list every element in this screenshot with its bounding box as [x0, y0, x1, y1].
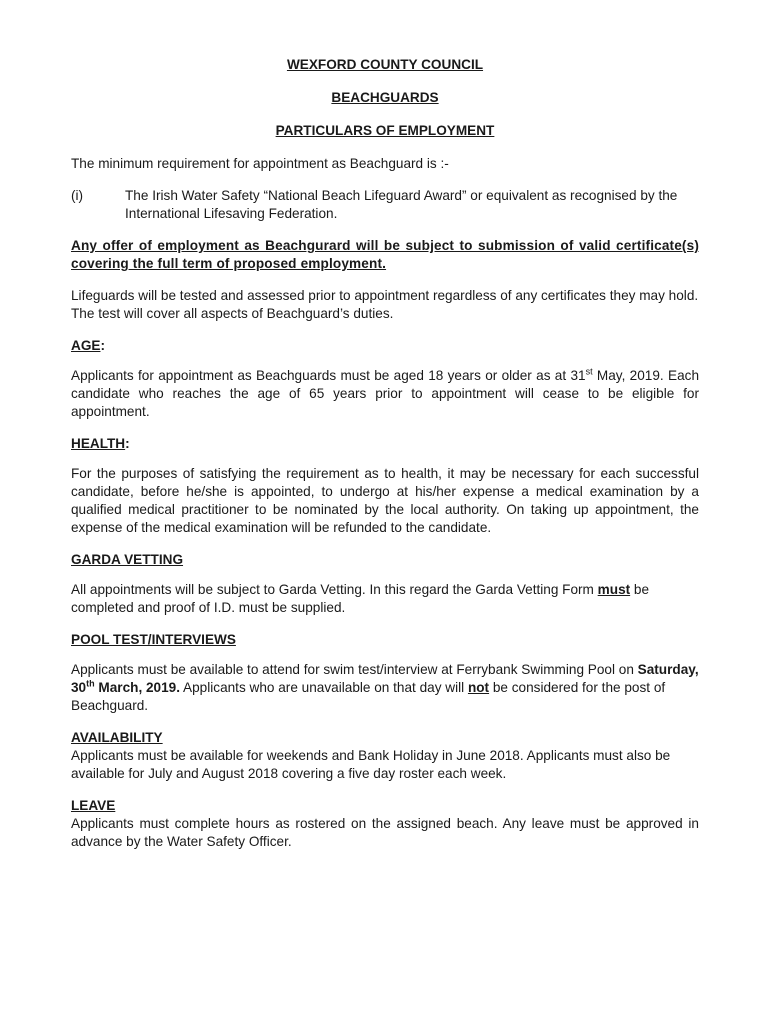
document-body: [71, 56, 699, 865]
health-heading-colon: :: [125, 436, 130, 451]
age-heading-text: AGE: [71, 338, 101, 353]
pool-date-sup: th: [86, 678, 95, 689]
garda-text-b: be completed and proof of I.D. must be supplied.: [71, 582, 650, 615]
requirement-text: The Irish Water Safety “National Beach Lifeguard Award” or equivalent as recognised by the International Lifesaving Federation.: [125, 188, 678, 221]
certificate-notice: Any offer of employment as Beachgurard will be subject to submission of valid certificate(s) covering the full term of proposed employment.: [71, 238, 699, 271]
leave-heading: LEAVE: [71, 798, 116, 813]
pool-date-a: Saturday, 30: [71, 662, 699, 695]
garda-text-a: All appointments will be subject to Garda Vetting. In this regard the Garda Vetting Form: [71, 582, 598, 597]
age-text-b: May, 2019. Each candidate who reaches the age of 65 years prior to appointment will cease to be eligible for appointment.: [71, 368, 700, 419]
leave-paragraph: Applicants must complete hours as rostered on the assigned beach. Any leave must be approved in advance by the Water Safety Officer.: [71, 816, 699, 849]
age-paragraph: [71, 367, 699, 421]
pool-text-c: be considered for the post of Beachguard.: [71, 680, 666, 713]
pool-paragraph: [71, 661, 699, 715]
garda-paragraph: [71, 581, 699, 617]
availability-heading: AVAILABILITY: [71, 730, 163, 745]
pool-date-b: March, 2019.: [94, 680, 181, 695]
testing-paragraph: Lifeguards will be tested and assessed prior to appointment regardless of any certificates they may hold. The test will cover all aspects of Beachguard’s duties.: [71, 288, 699, 321]
pool-text-a: Applicants must be available to attend for swim test/interview at Ferrybank Swimming Pool on: [71, 662, 638, 677]
requirement-number: (i): [71, 188, 84, 203]
age-sup: st: [585, 366, 593, 377]
garda-heading: GARDA VETTING: [71, 552, 184, 567]
age-heading-colon: :: [100, 338, 105, 353]
availability-paragraph: Applicants must be available for weekends and Bank Holiday in June 2018. Applicants must also be available for July and August 2018 covering a five day roster each week.: [71, 748, 671, 781]
pool-not: not: [467, 680, 490, 695]
particulars-title: PARTICULARS OF EMPLOYMENT: [275, 123, 495, 138]
age-text-a: Applicants for appointment as Beachguards must be aged 18 years or older as at 31: [71, 368, 586, 383]
health-paragraph: For the purposes of satisfying the requirement as to health, it may be necessary for each successful candidate, before he/she is appointed, to undergo at his/her expense a medical examination by a qualified medical practitioner to be nominated by the local authority. On taking up appointment, the expense of the medical examination will be refunded to the candidate.: [71, 466, 699, 535]
council-title: WEXFORD COUNTY COUNCIL: [286, 57, 484, 72]
health-heading-text: HEALTH: [71, 436, 126, 451]
age-heading: [71, 337, 699, 355]
intro-text: The minimum requirement for appointment as Beachguard is :-: [71, 156, 449, 171]
role-title: BEACHGUARDS: [331, 90, 439, 105]
pool-heading: POOL TEST/INTERVIEWS: [71, 632, 236, 647]
garda-must: must: [597, 582, 631, 597]
health-heading: [71, 435, 699, 453]
pool-text-b: Applicants who are unavailable on that day will: [180, 680, 468, 695]
requirement-list-item: [71, 187, 699, 223]
